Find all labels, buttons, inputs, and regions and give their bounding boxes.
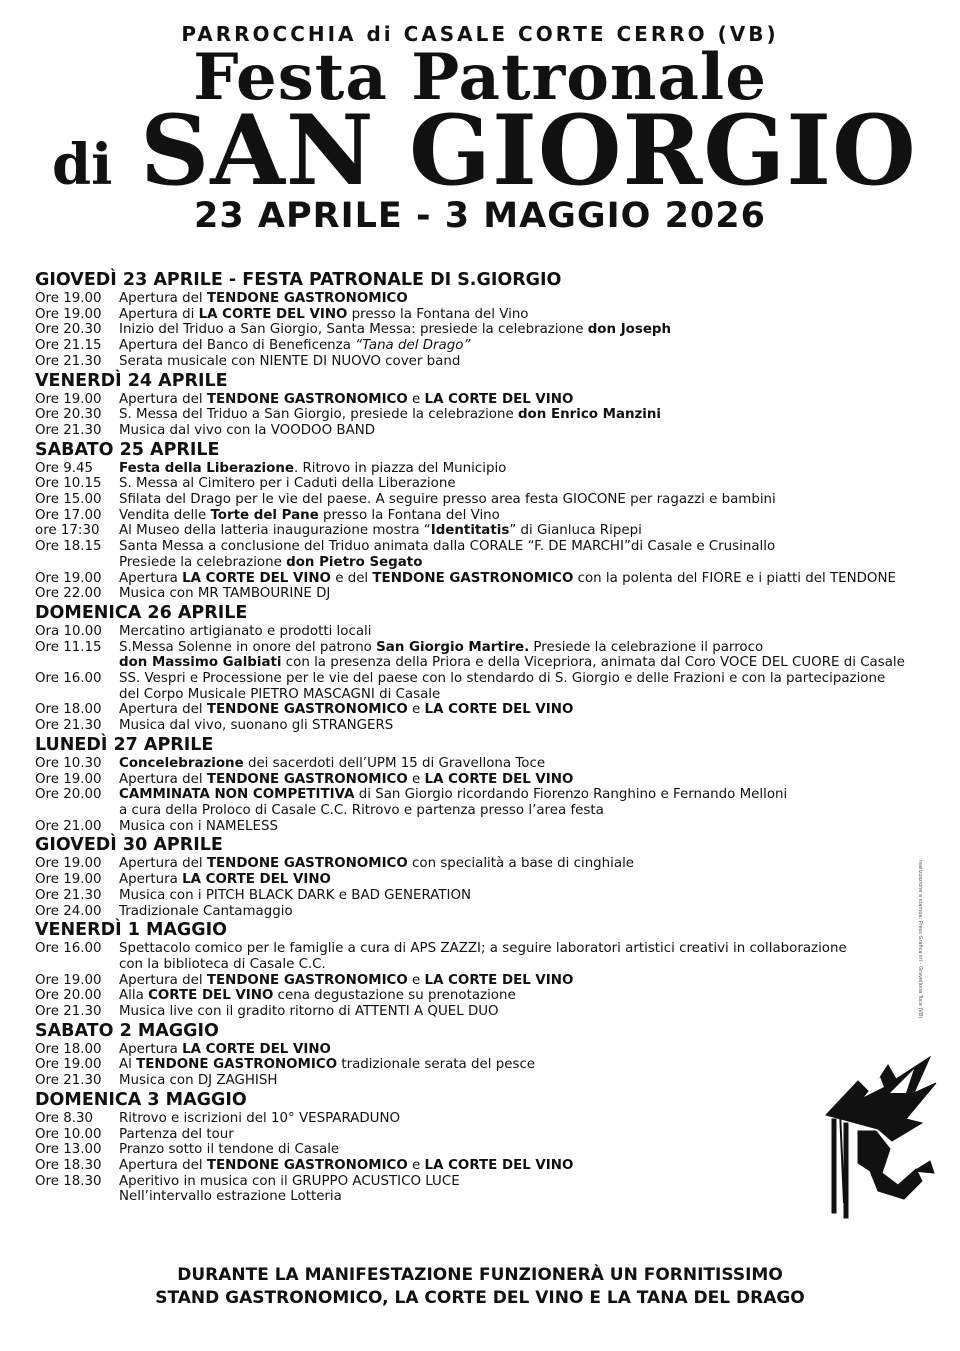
event-fragment: Musica con i PITCH BLACK DARK e BAD GENERATION: [119, 887, 472, 903]
event-time: Ore 10.00: [35, 1126, 102, 1142]
event-time: Ore 10.15: [35, 476, 102, 492]
event-fragment: Serata musicale con NIENTE DI NUOVO cover band: [119, 353, 461, 369]
event-highlight: LA CORTE DEL VINO: [424, 771, 574, 787]
event-time: Ore 21.15: [35, 338, 102, 354]
event-time: Ore 22.00: [35, 586, 102, 602]
event-row: [35, 322, 935, 338]
event-row: [35, 407, 935, 423]
event-text: [119, 1142, 935, 1158]
event-time: Ore 21.30: [35, 1073, 102, 1089]
event-fragment: Apertura di: [119, 306, 199, 322]
event-text: [119, 1127, 935, 1143]
event-highlight: TENDONE GASTRONOMICO: [206, 1157, 408, 1173]
event-time: Ore 21.30: [35, 718, 102, 734]
event-row: [35, 988, 935, 1004]
event-highlight: LA CORTE DEL VINO: [182, 872, 331, 888]
event-text: [119, 523, 935, 539]
event-row: [35, 291, 935, 307]
event-fragment: ” di Gianluca Ripepi: [509, 523, 642, 539]
event-time: Ore 20.30: [35, 407, 102, 423]
event-text: [119, 718, 935, 734]
event-continuation: [35, 957, 935, 973]
event-text: [119, 772, 935, 788]
event-fragment: con la presenza della Priora e della Vicepriora, animata dal Coro VOCE DEL CUORE di Casale: [281, 655, 905, 671]
event-text: [119, 872, 935, 888]
event-row: [35, 1111, 935, 1127]
event-fragment: e: [407, 771, 425, 787]
event-time: Ore 21.30: [35, 1004, 102, 1020]
event-fragment: Nell’intervallo estrazione Lotteria: [119, 1189, 342, 1205]
event-fragment: Musica con i NAMELESS: [119, 818, 278, 834]
event-fragment: Tradizionale Cantamaggio: [119, 903, 293, 919]
event-dates: 23 APRILE - 3 MAGGIO 2026: [194, 196, 766, 236]
day-title: SABATO 25 APRILE: [35, 439, 220, 460]
event-text: [119, 492, 935, 508]
event-fragment: Apertura: [119, 570, 183, 586]
event-fragment: “Tana del Drago”: [355, 338, 471, 354]
event-fragment: Apertura del: [119, 856, 207, 872]
event-text: [119, 291, 935, 307]
event-time: Ore 13.00: [35, 1142, 102, 1158]
event-fragment: S.Messa Solenne in onore del patrono: [119, 639, 377, 655]
event-time: Ore 19.00: [35, 291, 102, 306]
event-time: Ore 18.00: [35, 1041, 102, 1057]
di-word: di: [52, 132, 113, 198]
event-fragment: Apertura: [119, 1041, 183, 1057]
event-time: Ore 20.00: [35, 988, 102, 1004]
event-fragment: S. Messa al Cimitero per i Caduti della Liberazione: [119, 476, 456, 492]
event-fragment: presso la Fontana del Vino: [347, 306, 529, 322]
event-fragment: e: [407, 702, 425, 718]
event-row: [35, 772, 935, 788]
event-text: [119, 392, 935, 408]
event-row: [35, 756, 935, 772]
footer-line-1: DURANTE LA MANIFESTAZIONE FUNZIONERÀ UN FORNITISSIMO: [177, 1265, 783, 1285]
event-fragment: Apertura: [119, 872, 183, 888]
event-fragment: Apertura del: [119, 771, 207, 787]
event-highlight: don Massimo Galbiati: [119, 655, 282, 671]
event-text: [119, 1057, 935, 1073]
event-fragment: Vendita delle: [119, 507, 211, 523]
event-fragment: dei sacerdoti dell’UPM 15 di Gravellona Toce: [243, 755, 546, 771]
event-time: Ore 19.00: [35, 1057, 102, 1073]
event-time: Ore 19.00: [35, 306, 102, 322]
event-highlight: Identitatis: [430, 523, 510, 539]
event-fragment: a cura della Proloco di Casale C.C. Ritrovo e partenza presso l’area festa: [119, 802, 604, 818]
event-text: [119, 1174, 935, 1190]
event-fragment: Ritrovo e iscrizioni del 10° VESPARADUNO: [119, 1110, 401, 1126]
event-row: [35, 640, 935, 656]
event-text: [119, 756, 935, 772]
printer-credit-text: realizzazione e stampa: Press Grafica srl - Gravellona Toce (VB): [917, 860, 923, 1019]
event-row: [35, 461, 935, 477]
event-highlight: LA CORTE DEL VINO: [424, 702, 574, 718]
event-time: Ora 10.00: [35, 623, 102, 639]
event-fragment: Musica live con il gradito ritorno di ATTENTI A QUEL DUO: [119, 1004, 499, 1020]
event-fragment: Santa Messa a conclusione del Triduo animata dalla CORALE “F. DE MARCHI”di Casale e Crusinallo: [119, 539, 776, 555]
event-time: Ore 9.45: [35, 460, 94, 476]
event-row: [35, 508, 935, 524]
event-highlight: don Enrico Manzini: [517, 407, 662, 423]
event-fragment: Musica dal vivo, suonano gli STRANGERS: [119, 718, 394, 734]
day-title: DOMENICA 26 APRILE: [35, 602, 248, 623]
event-fragment: Alla: [119, 988, 149, 1004]
event-highlight: LA CORTE DEL VINO: [424, 1157, 574, 1173]
event-text: [119, 354, 935, 370]
event-highlight: San Giorgio Martire.: [376, 639, 530, 655]
event-time: Ore 21.30: [35, 422, 102, 438]
event-fragment: Inizio del Triduo a San Giorgio, Santa Messa: presiede la celebrazione: [119, 322, 588, 338]
event-row: [35, 392, 935, 408]
event-time: Ore 24.00: [35, 903, 102, 919]
event-fragment: Pranzo sotto il tendone di Casale: [119, 1142, 340, 1158]
event-fragment: SS. Vespri e Processione per le vie del paese con lo stendardo di S. Giorgio e delle Frazioni e con la partecipazione: [119, 671, 886, 687]
event-fragment: Apertura del: [119, 391, 207, 407]
event-row: [35, 973, 935, 989]
event-continuation: [35, 687, 935, 703]
event-fragment: presso la Fontana del Vino: [318, 507, 500, 523]
event-fragment: Apertura del Banco di Beneficenza: [119, 338, 356, 354]
event-time: Ore 21.30: [35, 353, 102, 369]
event-text: [119, 640, 935, 656]
event-text: [119, 322, 935, 338]
event-highlight: TENDONE GASTRONOMICO: [206, 291, 408, 306]
event-time: Ore 19.00: [35, 570, 102, 586]
event-text: [119, 973, 935, 989]
event-time: Ore 11.15: [35, 639, 102, 655]
dragon-emblem-icon: [818, 1053, 938, 1223]
event-row: [35, 423, 935, 439]
event-time: Ore 19.00: [35, 391, 102, 407]
event-highlight: Concelebrazione: [119, 755, 244, 771]
event-fragment: con la biblioteca di Casale C.C.: [119, 956, 326, 972]
event-row: [35, 941, 935, 957]
event-highlight: TENDONE GASTRONOMICO: [372, 570, 574, 586]
event-highlight: TENDONE GASTRONOMICO: [206, 702, 408, 718]
event-highlight: don Joseph: [587, 322, 672, 338]
event-highlight: TENDONE GASTRONOMICO: [136, 1057, 338, 1073]
event-time: Ore 15.00: [35, 492, 102, 508]
event-fragment: e: [407, 391, 425, 407]
event-row: [35, 586, 935, 602]
event-time: Ore 18.15: [35, 539, 102, 555]
event-row: [35, 476, 935, 492]
day-section: [35, 835, 935, 919]
event-row: [35, 338, 935, 354]
event-time: Ore 21.30: [35, 887, 102, 903]
event-time: ore 17:30: [35, 523, 100, 539]
event-row: [35, 787, 935, 803]
event-highlight: TENDONE GASTRONOMICO: [206, 391, 408, 407]
event-row: [35, 1142, 935, 1158]
event-time: Ore 19.00: [35, 972, 102, 988]
event-fragment: Presiede la celebrazione il parroco: [529, 639, 764, 655]
event-time: Ore 20.00: [35, 787, 102, 803]
event-row: [35, 1042, 935, 1058]
event-text: [119, 988, 935, 1004]
event-highlight: LA CORTE DEL VINO: [182, 1041, 331, 1057]
event-fragment: tradizionale serata del pesce: [337, 1057, 536, 1073]
event-text: [119, 1158, 935, 1174]
day-title: GIOVEDÌ 23 APRILE - FESTA PATRONALE DI S.GIORGIO: [35, 270, 562, 290]
event-time: Ore 21.00: [35, 818, 102, 834]
event-fragment: Presiede la celebrazione: [119, 554, 287, 570]
event-fragment: Al Museo della latteria inaugurazione mostra “: [119, 523, 431, 539]
event-fragment: con la polenta del FIORE e i piatti del TENDONE: [573, 570, 896, 586]
event-row: [35, 904, 935, 920]
event-row: [35, 872, 935, 888]
event-text: [119, 1042, 935, 1058]
event-fragment: Sfilata del Drago per le vie del paese. A seguire presso area festa GIOCONE per ragazzi e bambini: [119, 492, 776, 508]
event-highlight: TENDONE GASTRONOMICO: [206, 771, 408, 787]
program: [35, 269, 935, 1205]
event-time: Ore 17.00: [35, 507, 102, 523]
event-highlight: TENDONE GASTRONOMICO: [206, 856, 408, 872]
event-text: [119, 702, 935, 718]
event-text: [119, 1004, 935, 1020]
event-continuation: [35, 803, 935, 819]
event-time: Ore 19.00: [35, 856, 102, 872]
festa-title: Festa Patronale: [193, 40, 767, 115]
event-text: [119, 671, 935, 687]
event-time: Ore 18.30: [35, 1173, 102, 1189]
event-text: [119, 819, 935, 835]
event-row: [35, 571, 935, 587]
event-text: [119, 571, 935, 587]
event-fragment: di San Giorgio ricordando Fiorenzo Ranghino e Fernando Melloni: [354, 787, 788, 803]
day-title: VENERDÌ 1 MAGGIO: [35, 920, 228, 941]
event-row: [35, 1158, 935, 1174]
event-fragment: Spettacolo comico per le famiglie a cura di APS ZAZZI; a seguire laboratori artistici creativi in collaborazione: [119, 941, 847, 957]
event-row: [35, 492, 935, 508]
event-row: [35, 539, 935, 555]
day-section: [35, 270, 935, 370]
event-text: [119, 787, 935, 803]
event-row: [35, 671, 935, 687]
event-continuation: [35, 1189, 935, 1205]
day-section: [35, 920, 935, 1020]
day-title: GIOVEDÌ 30 APRILE: [35, 835, 223, 856]
day-section: [35, 1021, 935, 1089]
event-row: [35, 819, 935, 835]
event-text: [119, 1111, 935, 1127]
event-row: [35, 1174, 935, 1190]
day-title: DOMENICA 3 MAGGIO: [35, 1089, 247, 1110]
event-time: Ore 18.00: [35, 702, 102, 718]
footer-note: [0, 1264, 960, 1310]
event-fragment: Apertura del: [119, 972, 207, 988]
day-section: [35, 440, 935, 602]
event-fragment: Musica con MR TAMBOURINE DJ: [119, 586, 331, 602]
event-text: [119, 508, 935, 524]
day-title: VENERDÌ 24 APRILE: [35, 370, 228, 391]
saint-title: SAN GIORGIO: [140, 94, 917, 207]
event-fragment: . Ritrovo in piazza del Municipio: [293, 460, 507, 476]
event-text: [119, 338, 935, 354]
event-row: [35, 888, 935, 904]
event-fragment: Apertura del: [119, 702, 207, 718]
event-text: [119, 423, 935, 439]
event-time: Ore 20.30: [35, 322, 102, 338]
event-fragment: Aperitivo in musica con il GRUPPO ACUSTICO LUCE: [119, 1173, 460, 1189]
event-row: [35, 1127, 935, 1143]
day-section: [35, 735, 935, 835]
event-fragment: con specialità a base di cinghiale: [407, 856, 635, 872]
event-text: [119, 1073, 935, 1089]
event-highlight: Torte del Pane: [210, 507, 319, 523]
event-row: [35, 354, 935, 370]
event-time: Ore 8.30: [35, 1110, 94, 1126]
event-fragment: Partenza del tour: [119, 1126, 234, 1142]
event-row: [35, 1073, 935, 1089]
event-text: [119, 586, 935, 602]
event-row: [35, 856, 935, 872]
event-time: Ore 19.00: [35, 771, 102, 787]
event-fragment: Musica con DJ ZAGHISH: [119, 1073, 278, 1089]
event-fragment: Apertura del: [119, 291, 207, 306]
event-highlight: LA CORTE DEL VINO: [182, 570, 331, 586]
day-title: LUNEDÌ 27 APRILE: [35, 734, 214, 755]
event-row: [35, 307, 935, 323]
event-fragment: S. Messa del Triduo a San Giorgio, presiede la celebrazione: [119, 407, 518, 423]
event-continuation: [35, 655, 935, 671]
event-highlight: TENDONE GASTRONOMICO: [206, 972, 408, 988]
event-fragment: e: [407, 972, 425, 988]
event-highlight: Festa della Liberazione: [119, 460, 294, 476]
event-text: [119, 888, 935, 904]
printer-credit: [913, 860, 927, 1020]
day-title: SABATO 2 MAGGIO: [35, 1020, 219, 1041]
event-time: Ore 18.30: [35, 1157, 102, 1173]
day-section: [35, 1090, 935, 1205]
event-fragment: del Corpo Musicale PIETRO MASCAGNI di Casale: [119, 686, 441, 702]
event-highlight: LA CORTE DEL VINO: [424, 972, 574, 988]
day-section: [35, 371, 935, 439]
event-row: [35, 1004, 935, 1020]
event-fragment: Mercatino artigianato e prodotti locali: [119, 623, 372, 639]
event-fragment: Musica dal vivo con la VOODOO BAND: [119, 422, 376, 438]
event-highlight: CAMMINATA NON COMPETITIVA: [119, 787, 355, 803]
event-highlight: LA CORTE DEL VINO: [198, 306, 348, 322]
event-text: [119, 539, 935, 555]
event-time: Ore 19.00: [35, 872, 102, 888]
event-time: Ore 10.30: [35, 755, 102, 771]
event-text: [119, 307, 935, 323]
event-text: [119, 476, 935, 492]
event-fragment: Apertura del: [119, 1157, 207, 1173]
event-highlight: CORTE DEL VINO: [148, 988, 274, 1004]
event-highlight: don Pietro Segato: [286, 554, 423, 570]
event-fragment: e del: [330, 570, 373, 586]
event-text: [119, 941, 935, 957]
event-row: [35, 1057, 935, 1073]
event-row: [35, 702, 935, 718]
event-text: [119, 461, 935, 477]
event-time: Ore 16.00: [35, 941, 102, 957]
event-highlight: LA CORTE DEL VINO: [424, 391, 574, 407]
event-fragment: Al: [119, 1057, 137, 1073]
event-time: Ore 16.00: [35, 671, 102, 687]
event-row: [35, 523, 935, 539]
parish-heading: PARROCCHIA di CASALE CORTE CERRO (VB): [181, 22, 779, 46]
event-text: [119, 856, 935, 872]
event-text: [119, 407, 935, 423]
event-text: [119, 624, 935, 640]
event-fragment: e: [407, 1157, 425, 1173]
event-fragment: cena degustazione su prenotazione: [273, 988, 516, 1004]
footer-line-2: STAND GASTRONOMICO, LA CORTE DEL VINO E LA TANA DEL DRAGO: [155, 1288, 805, 1308]
day-section: [35, 603, 935, 734]
event-continuation: [35, 555, 935, 571]
event-row: [35, 624, 935, 640]
event-row: [35, 718, 935, 734]
event-text: [119, 904, 935, 920]
